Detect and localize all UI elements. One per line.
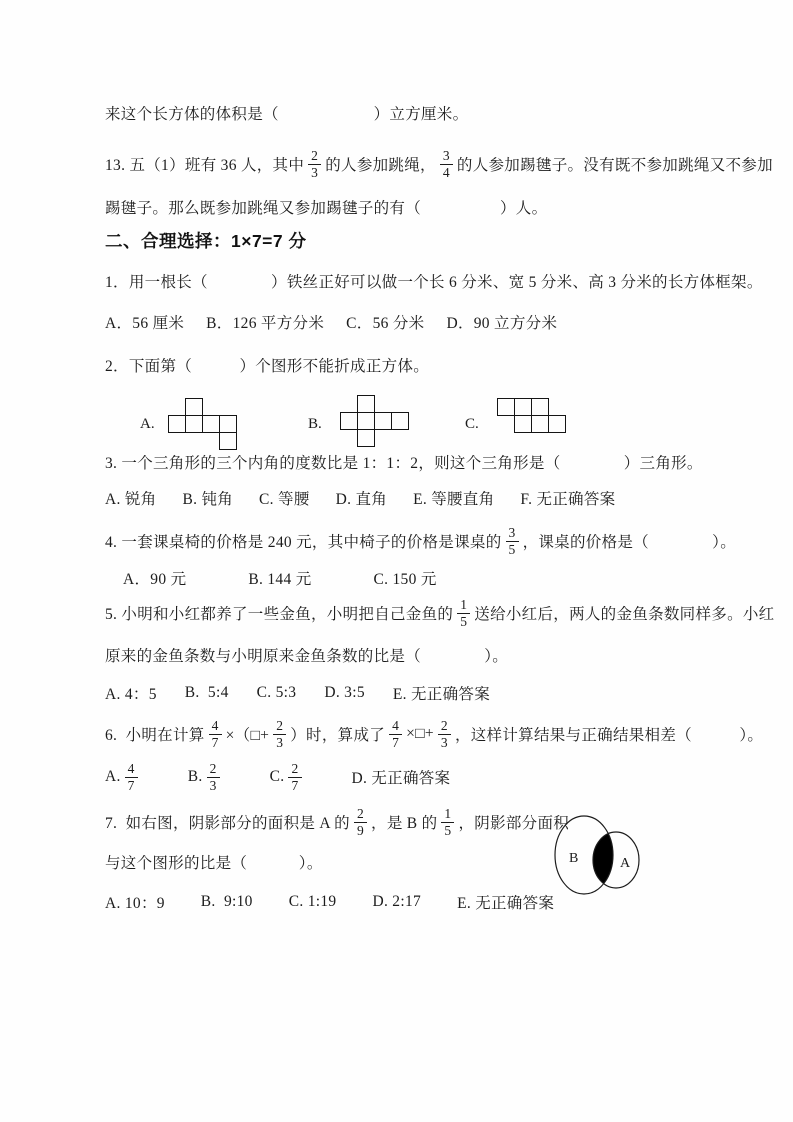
option-b: B. $\frac{2}{3}$: [188, 761, 224, 793]
question-5-line-1: [105, 591, 774, 635]
option-e: E. 等腰直角: [413, 491, 495, 508]
option-b: B. 5:4: [184, 684, 229, 701]
section-title: 二、合理选择：1×7=7 分: [105, 230, 307, 251]
question-text: ，阴影部分面积: [458, 815, 570, 832]
option-c: C. 1:19: [288, 893, 337, 910]
fraction-two-thirds: $\frac{2}{3}$: [308, 148, 321, 180]
option-a: A. 10：9: [105, 895, 165, 912]
question-text: ，是 B 的: [371, 815, 438, 832]
option-b: B. 9:10: [200, 893, 253, 910]
option-c: C. 150 元: [373, 571, 437, 588]
option-d: D. 3:5: [324, 684, 365, 701]
figure-c-label: C.: [465, 416, 479, 432]
net-square: [531, 415, 549, 433]
fraction-four-sevenths: $\frac{4}{7}$: [389, 718, 402, 750]
question-text: 13. 五（1）班有 36 人，其中: [105, 157, 305, 174]
net-square: [548, 415, 566, 433]
question-text: ）时，算成了: [290, 727, 386, 744]
venn-label-b: B: [569, 851, 579, 866]
question-13-line-1: [105, 142, 773, 186]
option-e: E. 无正确答案: [457, 895, 555, 912]
question-text: 踢毽子。那么既参加跳绳又参加踢毽子的有（ ）人。: [105, 200, 548, 217]
fraction-two-thirds: $\frac{2}{3}$: [273, 718, 286, 750]
fraction-three-fifths: $\frac{3}{5}$: [506, 525, 519, 557]
option-d: D. 无正确答案: [351, 770, 451, 787]
option-a: A. 锐角: [105, 491, 157, 508]
question-text: 来这个长方体的体积是（ ）立方厘米。: [105, 106, 469, 123]
option-a: A．90 元: [123, 571, 187, 588]
question-text: 1．用一根长（ ）铁丝正好可以做一个长 6 分米、宽 5 分米、高 3 分米的长方体框架。: [105, 274, 763, 291]
option-a: A. $\frac{4}{7}$: [105, 761, 142, 793]
net-square: [514, 415, 532, 433]
net-square: [374, 412, 392, 430]
option-b: B．126 平方分米: [206, 315, 325, 332]
question-12-tail-line: [105, 91, 468, 135]
fraction-two-thirds: $\frac{2}{3}$: [207, 761, 220, 793]
question-1-options: [105, 300, 557, 344]
fraction-two-sevenths: $\frac{2}{7}$: [288, 761, 301, 793]
net-square: [219, 415, 237, 433]
question-text: 与这个图形的比是（ ）。: [105, 855, 323, 872]
figure-a-label: A.: [140, 416, 155, 432]
net-square: [202, 415, 220, 433]
fraction-four-sevenths: $\frac{4}{7}$: [209, 718, 222, 750]
question-text: 原来的金鱼条数与小明原来金鱼条数的比是（ ）。: [105, 648, 509, 665]
net-square: [514, 398, 532, 416]
question-3-options: [105, 476, 615, 520]
option-a: A．56 厘米: [105, 315, 185, 332]
venn-label-a: A: [620, 856, 631, 871]
option-c: C. $\frac{2}{7}$: [270, 761, 306, 793]
net-square: [168, 415, 186, 433]
question-text: 3. 一个三角形的三个内角的度数比是 1：1：2，则这个三角形是（ ）三角形。: [105, 455, 703, 472]
question-5-options: [105, 671, 490, 715]
option-a: A. 4：5: [105, 686, 157, 703]
fraction-four-sevenths: $\frac{4}{7}$: [125, 761, 138, 793]
net-square: [185, 398, 203, 416]
question-text: 4. 一套课桌椅的价格是 240 元，其中椅子的价格是课桌的: [105, 534, 502, 551]
venn-diagram: [548, 800, 658, 900]
net-square: [357, 395, 375, 413]
option-c: C. 5:3: [256, 684, 297, 701]
question-7-line-1: [105, 800, 569, 844]
net-square: [391, 412, 409, 430]
fraction-three-fourths: $\frac{3}{4}$: [440, 148, 453, 180]
question-text: ×（□+: [225, 727, 270, 744]
figure-b-label: B.: [308, 416, 322, 432]
net-square: [357, 412, 375, 430]
question-1: [105, 259, 763, 303]
option-c: C．56 分米: [346, 315, 425, 332]
fraction-one-fifth: $\frac{1}{5}$: [441, 806, 454, 838]
net-square: [531, 398, 549, 416]
fraction-two-ninths: $\frac{2}{9}$: [354, 806, 367, 838]
fraction-two-thirds: $\frac{2}{3}$: [438, 718, 451, 750]
section-2-header: [105, 218, 307, 262]
option-c: C. 等腰: [259, 491, 310, 508]
question-text: 的人参加跳绳，: [325, 157, 436, 174]
net-square: [497, 398, 515, 416]
fraction-one-fifth: $\frac{1}{5}$: [457, 597, 470, 629]
net-square: [185, 415, 203, 433]
question-text: 2．下面第（ ）个图形不能折成正方体。: [105, 358, 430, 375]
question-6-options: [105, 755, 450, 799]
question-text: 送给小红后，两人的金鱼条数同样多。小红: [474, 606, 775, 623]
option-f: F. 无正确答案: [520, 491, 616, 508]
option-e: E. 无正确答案: [392, 686, 491, 703]
question-text: ，这样计算结果与正确结果相差（ ）。: [454, 727, 764, 744]
option-b: B. 144 元: [248, 571, 312, 588]
question-text: 5. 小明和小红都养了一些金鱼，小明把自己金鱼的: [105, 606, 454, 623]
question-2: [105, 343, 429, 387]
question-text: ，课桌的价格是（ ）。: [522, 534, 737, 551]
option-d: D. 直角: [335, 491, 388, 508]
net-square: [340, 412, 358, 430]
option-d: D. 2:17: [372, 893, 422, 910]
option-b: B. 钝角: [182, 491, 234, 508]
question-7-options: [105, 880, 554, 924]
question-text: ×□+: [406, 725, 434, 742]
question-7-line-2: [105, 840, 323, 884]
question-6: [105, 712, 763, 756]
option-d: D．90 立方分米: [446, 315, 558, 332]
question-text: 7. 如右图，阴影部分的面积是 A 的: [105, 815, 350, 832]
question-text: 6. 小明在计算: [105, 727, 205, 744]
question-text: 的人参加踢毽子。没有既不参加跳绳又不参加: [456, 157, 773, 174]
